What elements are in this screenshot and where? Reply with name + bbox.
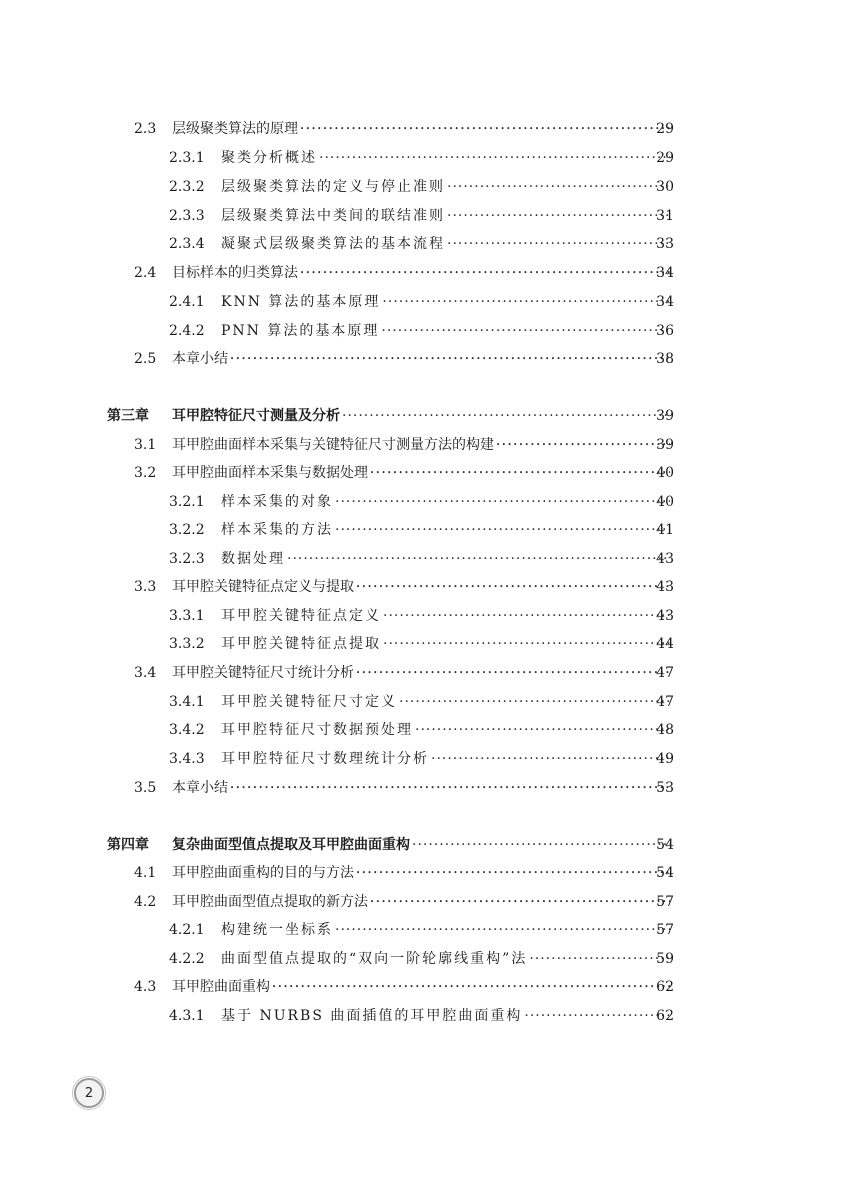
toc-title: 样本采集的方法	[221, 522, 333, 538]
toc-entry[interactable]	[0, 433, 850, 457]
toc-page: 29	[656, 121, 674, 137]
toc-number: 2.3	[134, 121, 157, 137]
toc-title: 耳甲腔关键特征点定义	[221, 608, 381, 624]
toc-page: 43	[656, 579, 674, 595]
dot-leader	[415, 718, 670, 742]
toc-number: 3.4.1	[169, 694, 205, 710]
toc-entry[interactable]	[0, 776, 850, 800]
toc-page: 34	[656, 265, 674, 281]
dot-leader	[383, 604, 670, 628]
toc-number: 3.2.1	[169, 494, 205, 510]
toc-entry[interactable]	[0, 1004, 850, 1028]
toc-title: 耳甲腔曲面样本采集与数据处理	[172, 465, 368, 481]
toc-page: 53	[656, 780, 674, 796]
toc-number: 2.3.3	[169, 208, 205, 224]
dot-leader	[447, 175, 670, 199]
toc-page: 54	[656, 837, 674, 853]
toc-number: 4.2	[134, 894, 157, 910]
toc-entry[interactable]	[0, 232, 850, 256]
dot-leader	[370, 461, 670, 485]
toc-entry[interactable]	[0, 261, 850, 285]
toc-entry[interactable]	[0, 975, 850, 999]
dot-leader	[287, 547, 670, 571]
dot-leader	[342, 404, 670, 428]
dot-leader	[300, 117, 670, 141]
dot-leader	[381, 319, 670, 343]
page-number-badge: 2	[74, 1078, 104, 1108]
toc-title: 复杂曲面型值点提取及耳甲腔曲面重构	[172, 837, 410, 853]
toc-number: 3.1	[134, 437, 157, 453]
dot-leader	[431, 747, 670, 771]
toc-entry[interactable]	[0, 404, 850, 428]
dot-leader	[230, 347, 670, 371]
toc-page: 43	[656, 608, 674, 624]
dot-leader	[300, 261, 670, 285]
toc-title: 曲面型值点提取的“双向一阶轮廓线重构”法	[221, 951, 528, 967]
toc-page: 62	[656, 1008, 674, 1024]
toc-page: 54	[656, 865, 674, 881]
toc-title: 目标样本的归类算法	[172, 265, 298, 281]
toc-entry[interactable]	[0, 490, 850, 514]
dot-leader	[412, 833, 670, 857]
toc-title: 本章小结	[172, 780, 228, 796]
toc-page: 47	[656, 694, 674, 710]
dot-leader	[383, 632, 670, 656]
dot-leader	[356, 575, 670, 599]
toc-number: 第四章	[107, 837, 149, 853]
toc-entry[interactable]	[0, 661, 850, 685]
toc-number: 2.4.2	[169, 323, 205, 339]
toc-entry[interactable]	[0, 461, 850, 485]
toc-number: 4.3.1	[169, 1008, 205, 1024]
toc-title: PNN 算法的基本原理	[221, 323, 380, 339]
toc-entry[interactable]	[0, 747, 850, 771]
toc-entry[interactable]	[0, 547, 850, 571]
toc-entry[interactable]	[0, 319, 850, 343]
toc-page: 34	[656, 294, 674, 310]
toc-entry[interactable]	[0, 690, 850, 714]
toc-number: 3.5	[134, 780, 157, 796]
toc-entry[interactable]	[0, 518, 850, 542]
toc-entry[interactable]	[0, 347, 850, 371]
toc-number: 2.4.1	[169, 294, 205, 310]
toc-number: 3.2	[134, 465, 157, 481]
toc-entry[interactable]	[0, 290, 850, 314]
toc-title: 耳甲腔曲面重构的目的与方法	[172, 865, 354, 881]
toc-title: 层级聚类算法中类间的联结准则	[221, 208, 445, 224]
toc-number: 3.3.2	[169, 636, 205, 652]
toc-entry[interactable]	[0, 833, 850, 857]
toc-page: 40	[656, 465, 674, 481]
toc-number: 3.3	[134, 579, 157, 595]
toc-page: 44	[656, 636, 674, 652]
toc-title: 耳甲腔特征尺寸测量及分析	[172, 408, 340, 424]
toc-number: 3.4	[134, 665, 157, 681]
toc-title: 凝聚式层级聚类算法的基本流程	[221, 236, 445, 252]
toc-number: 3.4.3	[169, 751, 205, 767]
dot-leader	[335, 490, 670, 514]
toc-number: 2.5	[134, 351, 157, 367]
toc-entry[interactable]	[0, 604, 850, 628]
toc-title: 耳甲腔曲面型值点提取的新方法	[172, 894, 368, 910]
toc-title: 层级聚类算法的定义与停止准则	[221, 179, 445, 195]
toc-number: 2.3.1	[169, 150, 205, 166]
toc-page: 31	[656, 208, 674, 224]
toc-page: 41	[656, 522, 674, 538]
dot-leader	[335, 918, 670, 942]
toc-page: 39	[656, 408, 674, 424]
toc-page: 43	[656, 551, 674, 567]
toc-entry[interactable]	[0, 632, 850, 656]
toc-title: 耳甲腔曲面样本采集与关键特征尺寸测量方法的构建	[172, 437, 494, 453]
toc-title: 耳甲腔关键特征尺寸统计分析	[172, 665, 354, 681]
toc-entry[interactable]	[0, 146, 850, 170]
toc-entry[interactable]	[0, 117, 850, 141]
toc-page: 49	[656, 751, 674, 767]
toc-number: 第三章	[107, 408, 149, 424]
toc-page: 57	[656, 922, 674, 938]
toc-title: 层级聚类算法的原理	[172, 121, 298, 137]
toc-page: 39	[656, 437, 674, 453]
toc-page: 30	[656, 179, 674, 195]
toc-title: 耳甲腔曲面重构	[172, 979, 270, 995]
toc-entry[interactable]	[0, 718, 850, 742]
toc-number: 2.3.2	[169, 179, 205, 195]
toc-number: 4.1	[134, 865, 157, 881]
toc-number: 3.4.2	[169, 722, 205, 738]
dot-leader	[319, 146, 670, 170]
dot-leader	[272, 975, 670, 999]
toc-title: 聚类分析概述	[221, 150, 317, 166]
toc-entry[interactable]	[0, 947, 850, 971]
toc-entry[interactable]	[0, 204, 850, 228]
toc-number: 3.2.3	[169, 551, 205, 567]
dot-leader	[382, 290, 670, 314]
toc-title: 样本采集的对象	[221, 494, 333, 510]
toc-page: 38	[656, 351, 674, 367]
dot-leader	[447, 204, 670, 228]
toc-entry[interactable]	[0, 575, 850, 599]
toc-page: 59	[656, 951, 674, 967]
dot-leader	[230, 776, 670, 800]
toc-title: 耳甲腔关键特征点定义与提取	[172, 579, 354, 595]
toc-number: 3.2.2	[169, 522, 205, 538]
toc-page: 62	[656, 979, 674, 995]
dot-leader	[496, 433, 670, 457]
dot-leader	[335, 518, 670, 542]
toc-entry[interactable]	[0, 175, 850, 199]
dot-leader	[399, 690, 670, 714]
toc-page: 36	[656, 323, 674, 339]
toc-number: 2.3.4	[169, 236, 205, 252]
toc-entry[interactable]	[0, 918, 850, 942]
dot-leader	[447, 232, 670, 256]
toc-page: 47	[656, 665, 674, 681]
toc-title: 耳甲腔特征尺寸数据预处理	[221, 722, 413, 738]
toc-page: 57	[656, 894, 674, 910]
toc-title: 耳甲腔关键特征点提取	[221, 636, 381, 652]
toc-page: 33	[656, 236, 674, 252]
toc-number: 3.3.1	[169, 608, 205, 624]
toc-page: 48	[656, 722, 674, 738]
toc-number: 4.3	[134, 979, 157, 995]
toc-page: 29	[656, 150, 674, 166]
toc-page: 40	[656, 494, 674, 510]
toc-title: 基于 NURBS 曲面插值的耳甲腔曲面重构	[221, 1008, 523, 1024]
toc-title: 耳甲腔关键特征尺寸定义	[221, 694, 397, 710]
toc-number: 4.2.1	[169, 922, 205, 938]
toc-number: 2.4	[134, 265, 157, 281]
dot-leader	[370, 890, 670, 914]
dot-leader	[524, 1004, 670, 1028]
dot-leader	[356, 661, 670, 685]
dot-leader	[529, 947, 670, 971]
dot-leader	[356, 861, 670, 885]
toc-entry[interactable]	[0, 890, 850, 914]
toc-number: 4.2.2	[169, 951, 205, 967]
toc-title: 数据处理	[221, 551, 285, 567]
toc-title: 耳甲腔特征尺寸数理统计分析	[221, 751, 429, 767]
toc-title: 构建统一坐标系	[221, 922, 333, 938]
toc-title: KNN 算法的基本原理	[221, 294, 381, 310]
toc-title: 本章小结	[172, 351, 228, 367]
toc-entry[interactable]	[0, 861, 850, 885]
